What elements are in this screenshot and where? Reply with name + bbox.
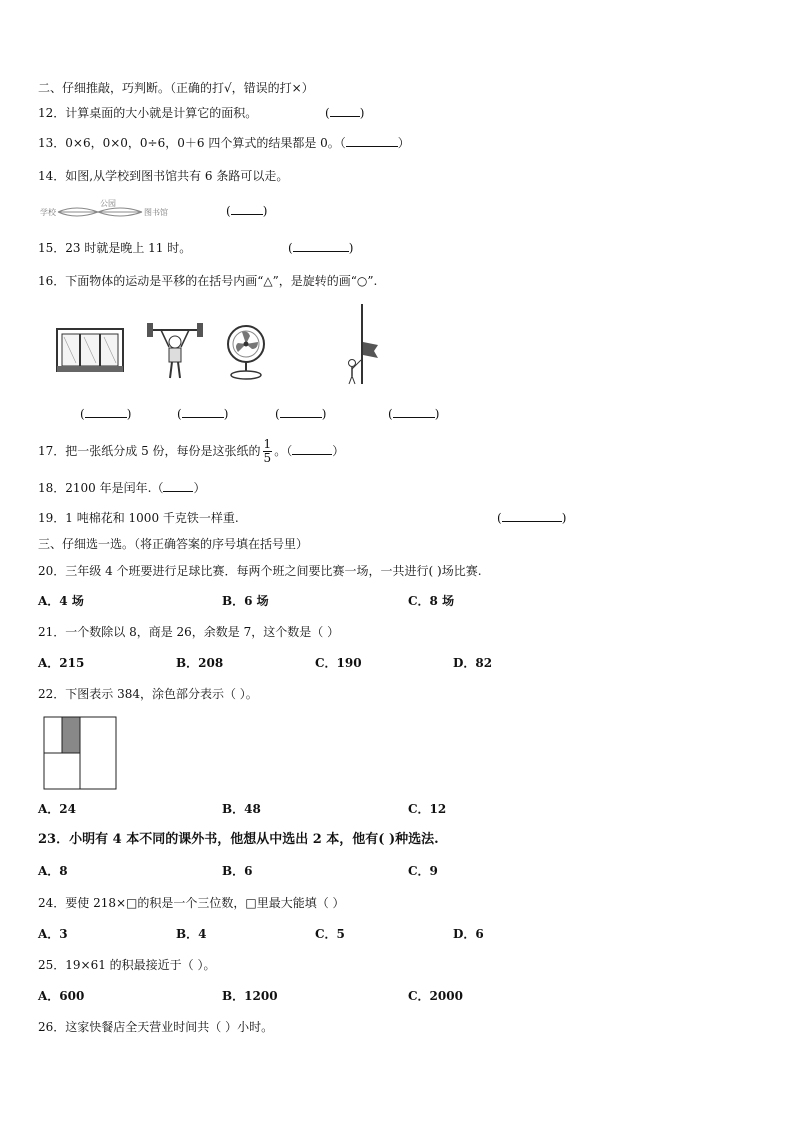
question-12 [38, 105, 257, 121]
question-16-answer-bracket-2[interactable]: ( ) [177, 407, 229, 421]
shaded-grid-figure [43, 716, 117, 790]
question-15: 15．23 时就是晚上 11 时。 [38, 241, 192, 255]
question-24-option-a[interactable]: A．3 [38, 927, 68, 941]
question-25-option-a[interactable]: A．600 [38, 989, 85, 1003]
question-23-option-a[interactable]: A．8 [38, 864, 68, 878]
question-25-option-c[interactable]: C．2000 [408, 989, 463, 1003]
question-13-answer-blank[interactable] [346, 135, 398, 147]
question-22: 22．下图表示 384，涂色部分表示（ ）。 [38, 687, 258, 701]
question-19-answer-bracket[interactable]: ( ) [497, 511, 567, 525]
window-picture [56, 328, 126, 376]
question-13-text: 13．0×6，0×0，0÷6，0＋6 四个算式的结果都是 0。（ [38, 136, 346, 150]
question-16-answer-bracket-4[interactable]: ( ) [388, 407, 440, 421]
question-20-option-c[interactable]: C．8 场 [408, 594, 455, 608]
question-16-answer-bracket-3[interactable]: ( ) [275, 407, 327, 421]
question-17-answer-blank[interactable] [292, 443, 332, 455]
question-13: 13．0×6，0×0，0÷6，0＋6 四个算式的结果都是 0。（ ） [38, 136, 410, 150]
question-18: 18．2100 年是闰年.（ ） [38, 481, 206, 495]
fraction-one-fifth: $\frac{1}{5}$ [263, 437, 272, 465]
question-22-option-b[interactable]: B．48 [222, 802, 261, 816]
question-20-option-a[interactable]: A．4 场 [38, 594, 84, 608]
question-24-option-b[interactable]: B．4 [176, 927, 207, 941]
question-24: 24．要使 218×□的积是一个三位数，□里最大能填（ ） [38, 896, 345, 910]
question-19: 19．1 吨棉花和 1000 千克铁一样重. [38, 511, 239, 525]
question-24-option-d[interactable]: D．6 [453, 927, 484, 941]
question-18-answer-blank[interactable] [163, 480, 193, 492]
question-15-answer-bracket[interactable]: ( ) [288, 241, 354, 255]
route-school-label: 学校 [40, 208, 56, 217]
question-20-option-b[interactable]: B．6 场 [222, 594, 269, 608]
fan-picture [222, 322, 272, 382]
question-12-answer-bracket[interactable]: ( ) [325, 106, 365, 120]
question-23-option-b[interactable]: B．6 [222, 864, 253, 878]
section-heading-judge: 二、仔细推敲，巧判断。（正确的打√，错误的打×） [38, 81, 314, 95]
question-20: 20．三年级 4 个班要进行足球比赛．每两个班之间要比赛一场，一共进行( )场比赛. [38, 564, 482, 578]
question-23-option-c[interactable]: C．9 [408, 864, 438, 878]
question-16: 16．下面物体的运动是平移的在括号内画“△”，是旋转的画“○”. [38, 274, 378, 288]
section-heading-choose: 三、仔细选一选。（将正确答案的序号填在括号里） [38, 537, 309, 551]
route-library-label: 图书馆 [144, 208, 168, 217]
question-22-option-c[interactable]: C．12 [408, 802, 447, 816]
question-17: 17．把一张纸分成 5 份，每份是这张纸的 $\frac{1}{5}$ 。（ ） [38, 437, 345, 465]
question-14: 14．如图,从学校到图书馆共有 6 条路可以走。 [38, 169, 289, 183]
question-21-option-b[interactable]: B．208 [176, 656, 224, 670]
question-14-answer-bracket[interactable]: ( ) [226, 204, 268, 218]
question-25: 25．19×61 的积最接近于（ ）。 [38, 958, 216, 972]
weightlifter-picture [145, 320, 205, 380]
question-21-option-c[interactable]: C．190 [315, 656, 362, 670]
question-12-text: 12．计算桌面的大小就是计算它的面积。 [38, 106, 258, 120]
question-21-option-d[interactable]: D．82 [453, 656, 493, 670]
flag-raising-picture [344, 302, 384, 386]
question-24-option-c[interactable]: C．5 [315, 927, 345, 941]
question-22-option-a[interactable]: A．24 [38, 802, 77, 816]
question-23: 23．小明有 4 本不同的课外书，他想从中选出 2 本，他有( )种选法. [38, 832, 439, 847]
question-26: 26．这家快餐店全天营业时间共（ ）小时。 [38, 1020, 274, 1034]
question-25-option-b[interactable]: B．1200 [222, 989, 278, 1003]
question-21: 21．一个数除以 8，商是 26，余数是 7，这个数是（ ） [38, 625, 340, 639]
question-21-option-a[interactable]: A．215 [38, 656, 85, 670]
route-park-label: 公园 [100, 199, 116, 208]
question-16-answer-bracket-1[interactable]: ( ) [80, 407, 132, 421]
